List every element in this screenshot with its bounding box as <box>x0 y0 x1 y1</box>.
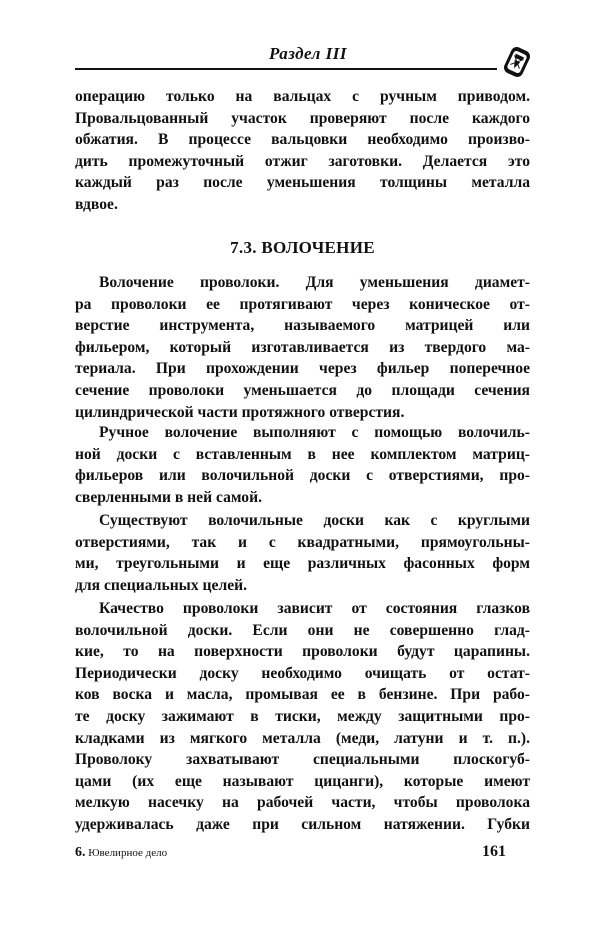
text-line: сечение проволоки уменьшается до площади сечения <box>75 381 530 399</box>
running-header <box>75 40 497 72</box>
footer-signature <box>75 845 167 861</box>
paragraph-manual-drawing <box>75 422 530 508</box>
section-heading: 7.3. ВОЛОЧЕНИЕ <box>230 238 375 257</box>
text-line: фильером, который изготавливается из твердого ма- <box>75 338 530 356</box>
page-number: 161 <box>482 843 506 860</box>
paragraph-wire-quality <box>75 598 530 836</box>
text-line: вдвое. <box>75 195 118 213</box>
text-line: Качество проволоки зависит от состояния глазков <box>99 600 530 617</box>
text-line: Провальцованный участок проверяют после каждого <box>75 109 530 127</box>
text-line: Периодически доску необходимо очищать от остат- <box>75 664 530 682</box>
signature-number: 6. <box>75 845 86 860</box>
text-line: Волочение проволоки. Для уменьшения диамет- <box>99 274 530 291</box>
section-header-title: Раздел III <box>268 44 347 63</box>
paragraph-drawing-boards <box>75 510 530 596</box>
text-line: сверленными в ней самой. <box>75 488 262 506</box>
text-line: Существуют волочильные доски как с круглыми <box>99 512 530 529</box>
text-line: ной доски с вставленным в нее комплектом матриц- <box>75 445 530 463</box>
header-rule <box>75 68 497 70</box>
text-line: дить промежуточный отжиг заготовки. Делается это <box>75 152 530 170</box>
text-line: операцию только на вальцах с ручным приводом. <box>75 88 530 105</box>
text-line: кие, то на поверхности проволоки будут царапины. <box>75 643 530 661</box>
text-line: Проволоку захватывают специальными плоскогуб- <box>75 751 530 769</box>
book-title: Ювелирное дело <box>88 847 168 859</box>
text-line: каждый раз после уменьшения толщины металла <box>75 174 530 192</box>
text-line: цами (их еще называют цицанги), которые имеют <box>75 772 530 790</box>
text-line: ков воска и масла, промывая ее в бензине. При рабо- <box>75 686 530 704</box>
text-line: цилиндрической части протяжного отверстия. <box>75 403 405 421</box>
text-line: фильеров или волочильной доски с отверстиями, про- <box>75 467 530 485</box>
text-line: удерживалась даже при сильном натяжении. Губки <box>75 815 530 833</box>
text-line: отверстиями, так и с квадратными, прямоугольны- <box>75 533 530 551</box>
text-line: те доску зажимают в тиски, между защитными про- <box>75 707 530 725</box>
text-line: верстие инструмента, называемого матрицей или <box>75 317 530 335</box>
text-line: кладками из мягкого металла (меди, латуни и т. п.). <box>75 729 530 747</box>
text-line: волочильной доски. Если они не совершенно глад- <box>75 621 530 639</box>
gem-emblem-icon <box>502 45 532 79</box>
text-line: ра проволоки ее протягивают через коническое от- <box>75 295 530 313</box>
paragraph-wire-drawing <box>75 272 530 423</box>
text-line: териала. При прохождении через фильер поперечное <box>75 360 530 378</box>
text-line: для специальных целей. <box>75 576 248 594</box>
paragraph-continued <box>75 86 530 216</box>
text-line: ми, треугольными и еще различных фасонных форм <box>75 555 530 573</box>
text-line: мелкую насечку на рабочей части, чтобы проволока <box>75 794 530 812</box>
text-line: Ручное волочение выполняют с помощью волочиль- <box>99 424 530 441</box>
text-line: обжатия. В процессе вальцовки необходимо произво- <box>75 131 530 149</box>
